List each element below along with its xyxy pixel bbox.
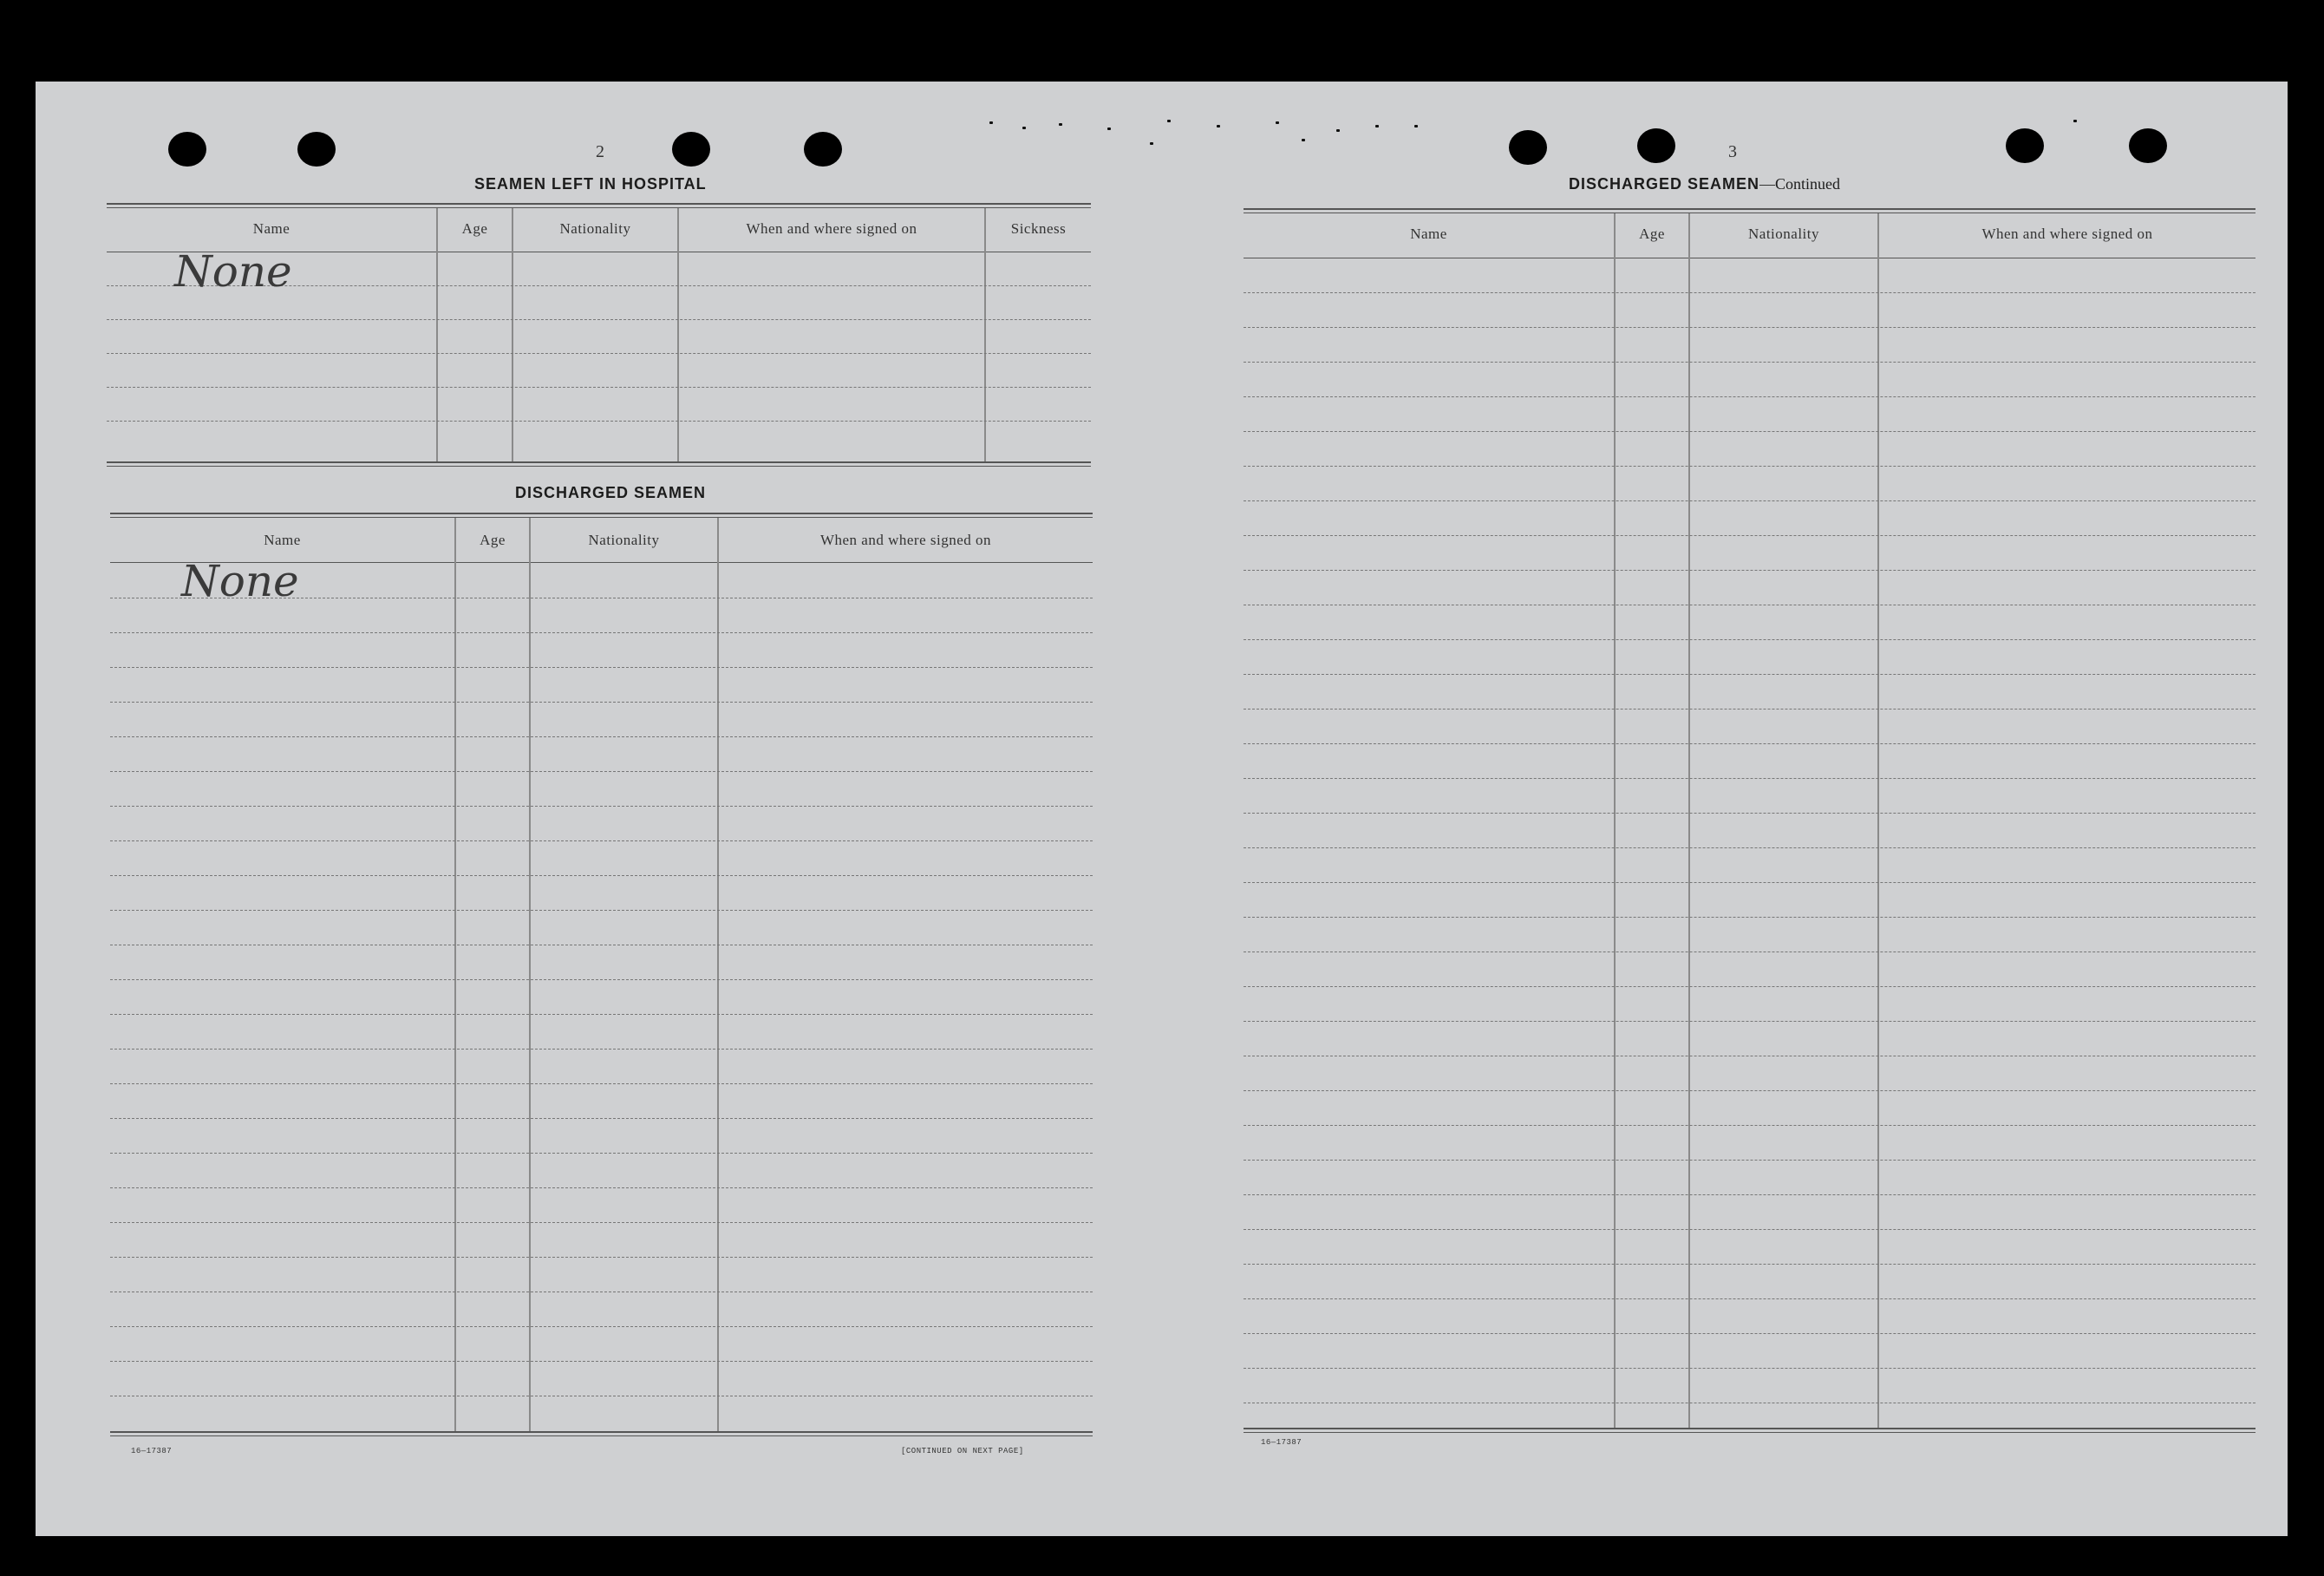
table-row	[1244, 1298, 2255, 1299]
dust-speck	[1059, 123, 1062, 126]
dust-speck	[1022, 127, 1026, 129]
table-row	[110, 910, 1093, 911]
table-row	[1244, 327, 2255, 328]
dust-speck	[1217, 125, 1220, 128]
table-row	[1244, 778, 2255, 779]
table-row	[110, 806, 1093, 807]
table-row	[1244, 1194, 2255, 1195]
column-header-name: Name	[1410, 226, 1447, 242]
dust-speck	[1375, 125, 1379, 128]
column-header-signed-on: When and where signed on	[819, 532, 992, 548]
table-row	[110, 667, 1093, 668]
punch-hole	[2129, 128, 2167, 163]
table-row	[107, 421, 1091, 422]
dust-speck	[2073, 120, 2077, 122]
table-row	[110, 1083, 1093, 1084]
column-header-nationality: Nationality	[588, 532, 660, 548]
title-suffix: —Continued	[1759, 175, 1841, 193]
table-row	[110, 1049, 1093, 1050]
table-row	[1244, 1368, 2255, 1369]
table-row	[1244, 1229, 2255, 1230]
table-row	[110, 1153, 1093, 1154]
table-row	[107, 319, 1091, 320]
column-header-sickness: Sickness	[1010, 220, 1067, 237]
table-row	[110, 1014, 1093, 1015]
dust-speck	[1107, 128, 1111, 130]
punch-hole	[168, 132, 206, 167]
discharged-table-right	[1244, 208, 2255, 1475]
ledger-spread	[36, 82, 2288, 1536]
column-header-signed-on: When and where signed on	[1981, 226, 2153, 242]
table-row	[1244, 986, 2255, 987]
table-row	[110, 1257, 1093, 1258]
column-header-nationality: Nationality	[559, 220, 631, 237]
form-number: 16—17387	[131, 1447, 173, 1455]
column-header-signed-on: When and where signed on	[746, 220, 917, 237]
table-row	[110, 1222, 1093, 1223]
dust-speck	[1276, 121, 1279, 124]
column-header-name: Name	[264, 532, 301, 548]
table-row	[110, 771, 1093, 772]
table-row	[110, 736, 1093, 737]
continued-note: [CONTINUED ON NEXT PAGE]	[901, 1447, 1024, 1455]
dust-speck	[1302, 139, 1305, 141]
column-header-nationality: Nationality	[1748, 226, 1819, 242]
table-row	[1244, 951, 2255, 952]
discharged-table-left	[110, 513, 1093, 1467]
table-row	[1244, 917, 2255, 918]
table-row	[1244, 882, 2255, 883]
page-number: 2	[596, 142, 604, 161]
punch-hole	[1509, 130, 1547, 165]
table-row	[1244, 674, 2255, 675]
handwritten-entry: None	[181, 556, 299, 606]
column-header-age: Age	[461, 220, 488, 237]
punch-hole	[2006, 128, 2044, 163]
handwritten-entry: None	[174, 246, 292, 297]
punch-hole	[1637, 128, 1675, 163]
dust-speck	[1167, 120, 1171, 122]
punch-hole	[297, 132, 336, 167]
table-row	[1244, 535, 2255, 536]
table-row	[1244, 396, 2255, 397]
section-title-discharged: DISCHARGED SEAMEN	[515, 484, 707, 501]
table-row	[1244, 570, 2255, 571]
table-row	[110, 1361, 1093, 1362]
section-title-discharged-continued	[1569, 175, 1840, 193]
dust-speck	[1336, 129, 1340, 132]
column-header-age: Age	[480, 532, 506, 548]
title-text: DISCHARGED SEAMEN	[1569, 175, 1760, 193]
table-row	[1244, 1021, 2255, 1022]
table-row	[107, 387, 1091, 388]
table-row	[110, 875, 1093, 876]
table-row	[1244, 1333, 2255, 1334]
table-row	[1244, 1090, 2255, 1091]
table-row	[1244, 1125, 2255, 1126]
page-number: 3	[1728, 142, 1737, 161]
dust-speck	[1414, 125, 1418, 128]
table-row	[1244, 847, 2255, 848]
column-header-age: Age	[1639, 226, 1665, 242]
column-header-name: Name	[252, 220, 290, 237]
table-row	[1244, 500, 2255, 501]
table-row	[1244, 466, 2255, 467]
form-number: 16—17387	[1261, 1438, 1302, 1447]
table-row	[1244, 743, 2255, 744]
table-row	[1244, 431, 2255, 432]
table-row	[107, 353, 1091, 354]
dust-speck	[989, 121, 993, 124]
table-row	[1244, 292, 2255, 293]
table-row	[1244, 813, 2255, 814]
table-row	[1244, 1264, 2255, 1265]
table-row	[110, 632, 1093, 633]
table-row	[1244, 709, 2255, 710]
table-row	[1244, 362, 2255, 363]
table-row	[110, 979, 1093, 980]
table-row	[110, 702, 1093, 703]
table-row	[1244, 639, 2255, 640]
punch-hole	[672, 132, 710, 167]
table-row	[110, 1326, 1093, 1327]
table-row	[110, 1187, 1093, 1188]
dust-speck	[1150, 142, 1153, 145]
table-row	[110, 840, 1093, 841]
section-title-hospital: SEAMEN LEFT IN HOSPITAL	[474, 175, 707, 193]
table-row	[110, 1118, 1093, 1119]
punch-hole	[804, 132, 842, 167]
table-row	[1244, 1160, 2255, 1161]
